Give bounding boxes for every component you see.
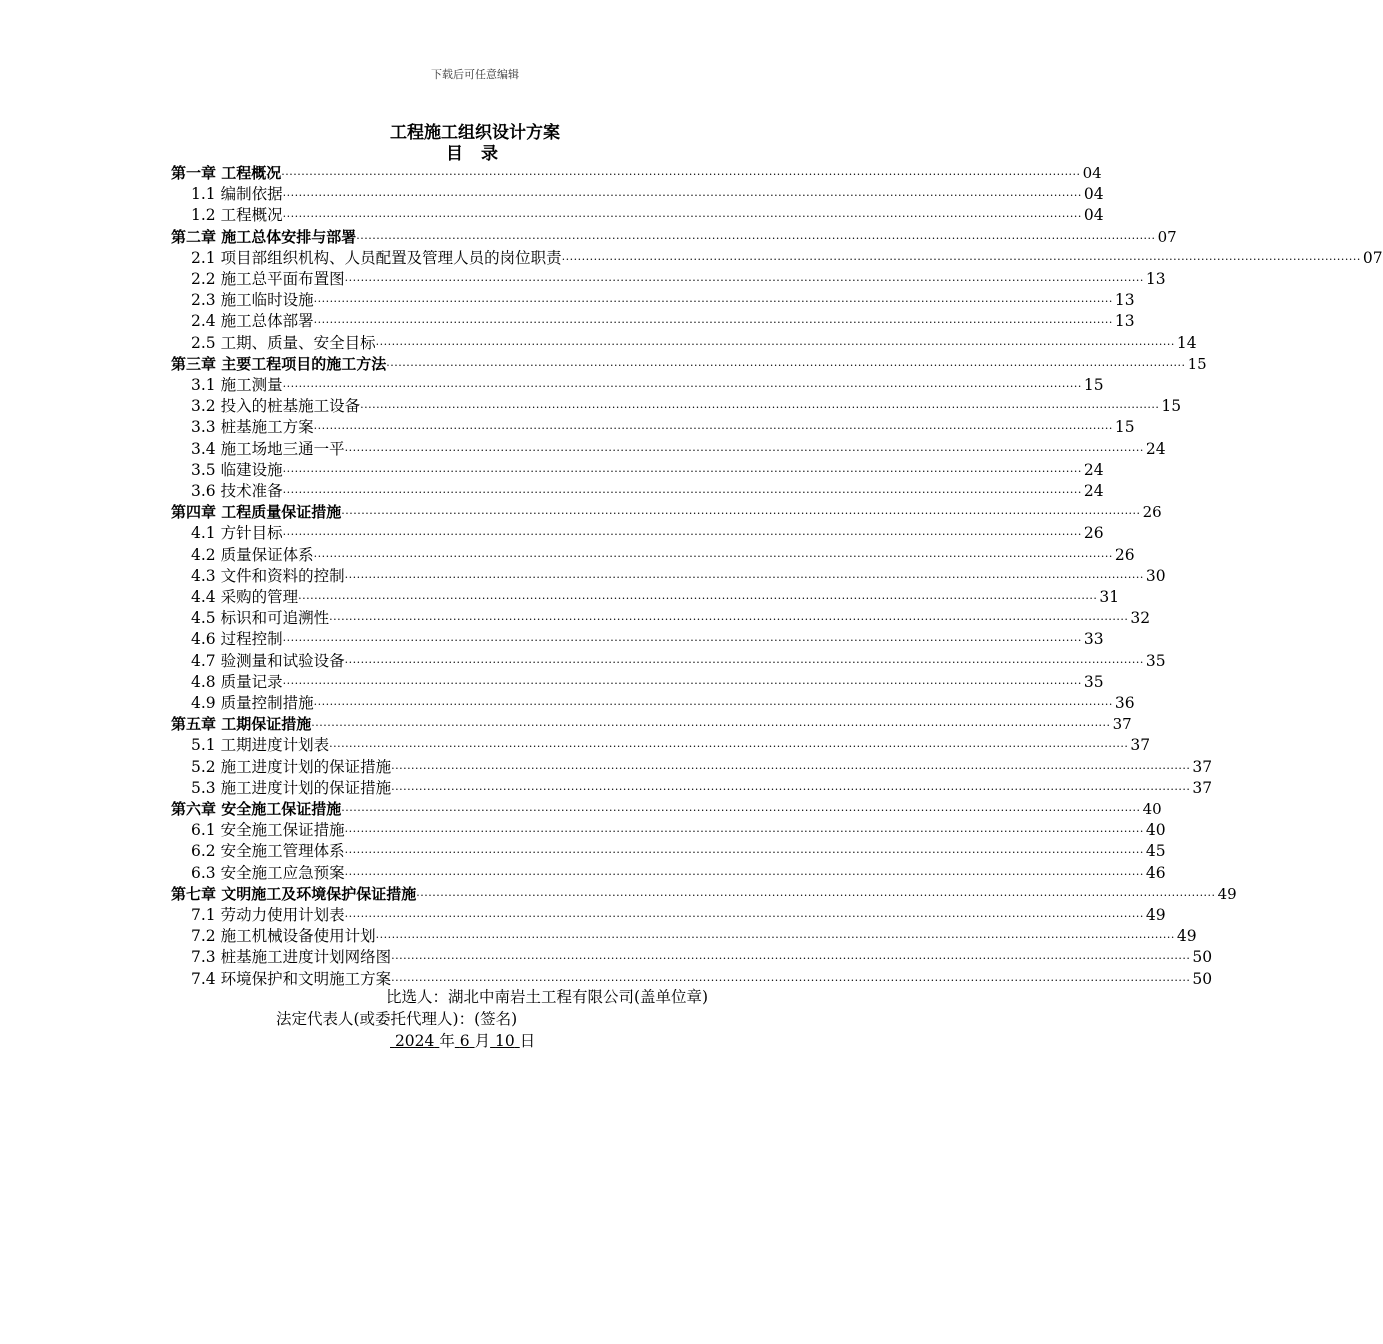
toc-entry-page: 40 [1142, 800, 1162, 818]
toc-entry-page: 13 [1145, 270, 1166, 288]
toc-entry-label: 5.1 工期进度计划表 [191, 736, 330, 755]
toc-leader-dots: ········································································································································································································ [313, 422, 1113, 436]
toc-chapter-entry[interactable] [171, 227, 1177, 248]
toc-leader-dots: ········································································································································································································ [344, 570, 1144, 584]
toc-leader-dots: ········································································································································································································ [375, 931, 1175, 945]
date-year: 2024 [394, 1032, 435, 1050]
toc-entry-page: 33 [1083, 630, 1104, 649]
toc-entry-page: 45 [1145, 842, 1166, 861]
toc-section-entry[interactable] [191, 481, 1104, 502]
toc-chapter-entry[interactable] [171, 799, 1162, 820]
toc-leader-dots: ········································································································································································································ [344, 443, 1144, 457]
toc-entry-page: 15 [1114, 418, 1135, 437]
toc-entry-page: 32 [1130, 609, 1151, 628]
toc-section-entry[interactable] [191, 863, 1166, 884]
toc-entry-page: 50 [1192, 969, 1213, 988]
toc-leader-dots: ········································································································································································································ [282, 210, 1082, 224]
toc-heading: 目 录 [446, 144, 504, 164]
toc-leader-dots: ········································································································································································································ [282, 634, 1082, 648]
toc-entry-page: 37 [1192, 778, 1213, 797]
representative-line: 法定代表人(或委托代理人)：(签名) [276, 1010, 518, 1028]
toc-entry-page: 04 [1083, 206, 1104, 225]
toc-leader-dots: ········································································································································································································ [416, 888, 1216, 902]
toc-entry-label: 第七章 文明施工及环境保护保证措施 [171, 884, 417, 903]
toc-entry-page: 15 [1083, 376, 1104, 394]
toc-section-entry[interactable] [191, 184, 1104, 205]
toc-leader-dots: ········································································································································································································ [375, 337, 1175, 351]
toc-entry-page: 46 [1145, 863, 1166, 882]
toc-section-entry[interactable] [191, 841, 1166, 862]
toc-section-entry[interactable] [191, 545, 1135, 566]
date-month-suffix: 月 [474, 1032, 491, 1050]
toc-leader-dots: ········································································································································································································ [344, 655, 1144, 669]
toc-entry-page: 49 [1217, 884, 1237, 903]
toc-leader-dots: ········································································································································································································ [282, 189, 1082, 203]
toc-entry-page: 07 [1157, 227, 1177, 246]
date-year-suffix: 年 [439, 1032, 455, 1050]
toc-entry-page: 50 [1192, 948, 1213, 967]
toc-chapter-entry[interactable] [171, 354, 1207, 375]
toc-entry-page: 15 [1161, 397, 1182, 416]
toc-leader-dots: ········································································································································································································ [391, 973, 1191, 987]
date-day-suffix: 日 [519, 1032, 536, 1050]
toc-section-entry[interactable] [191, 651, 1166, 672]
toc-leader-dots: ········································································································································································································ [391, 761, 1191, 775]
toc-leader-dots: ········································································································································································································ [360, 401, 1160, 415]
toc-section-entry[interactable] [191, 820, 1166, 841]
toc-section-entry[interactable] [191, 757, 1213, 778]
toc-entry-label: 6.1 安全施工保证措施 [191, 821, 345, 840]
toc-chapter-entry[interactable] [171, 884, 1237, 905]
toc-entry-label: 第三章 主要工程项目的施工方法 [171, 354, 387, 373]
toc-entry-page: 40 [1145, 821, 1166, 840]
toc-entry-page: 15 [1187, 354, 1207, 373]
toc-entry-page: 04 [1083, 185, 1104, 204]
toc-leader-dots: ········································································································································································································ [298, 592, 1098, 605]
toc-entry-label: 6.3 安全施工应急预案 [191, 863, 345, 882]
toc-entry-label: 5.3 施工进度计划的保证措施 [191, 778, 392, 797]
toc-entry-label: 2.4 施工总体部署 [191, 312, 314, 331]
toc-entry-label: 4.2 质量保证体系 [191, 545, 314, 564]
toc-entry-page: 37 [1112, 715, 1132, 734]
toc-entry-label: 3.4 施工场地三通一平 [191, 439, 345, 458]
toc-section-entry[interactable] [191, 205, 1104, 226]
toc-entry-label: 3.2 投入的桩基施工设备 [191, 397, 361, 416]
toc-entry-label: 4.7 验测量和试验设备 [191, 651, 345, 670]
toc-leader-dots: ········································································································································································································ [313, 698, 1113, 711]
toc-leader-dots: ········································································································································································································ [282, 380, 1082, 393]
toc-leader-dots: ········································································································································································································ [344, 274, 1144, 287]
toc-entry-label: 4.4 采购的管理 [191, 588, 299, 606]
toc-leader-dots: ········································································································································································································ [313, 295, 1113, 309]
toc-section-entry[interactable] [191, 269, 1166, 290]
toc-leader-dots: ········································································································································································································ [344, 846, 1144, 860]
toc-leader-dots: ········································································································································································································ [356, 231, 1156, 245]
toc-section-entry[interactable] [191, 396, 1182, 417]
toc-section-entry[interactable] [191, 375, 1104, 396]
toc-section-entry[interactable] [191, 417, 1135, 438]
toc-entry-page: 37 [1192, 757, 1213, 776]
toc-section-entry[interactable] [191, 629, 1104, 650]
toc-entry-page: 04 [1082, 164, 1102, 182]
date-line [390, 1031, 535, 1052]
bidder-line: 比选人：湖北中南岩土工程有限公司(盖单位章) [386, 988, 709, 1006]
toc-entry-label: 第二章 施工总体安排与部署 [171, 227, 357, 246]
toc-entry-page: 13 [1114, 312, 1135, 331]
toc-section-entry[interactable] [191, 248, 1383, 269]
toc-entry-label: 6.2 安全施工管理体系 [191, 842, 345, 861]
toc-leader-dots: ········································································································································································································ [313, 549, 1113, 563]
toc-entry-page: 49 [1176, 927, 1197, 946]
toc-entry-label: 7.1 劳动力使用计划表 [191, 906, 345, 924]
toc-entry-page: 26 [1142, 503, 1162, 522]
toc-leader-dots: ········································································································································································································ [329, 740, 1129, 754]
toc-entry-page: 35 [1083, 672, 1104, 691]
toc-entry-label: 第四章 工程质量保证措施 [171, 503, 342, 522]
toc-section-entry[interactable] [191, 672, 1104, 693]
toc-entry-label: 3.3 桩基施工方案 [191, 418, 314, 437]
toc-entry-page: 14 [1176, 333, 1197, 352]
toc-entry-label: 4.9 质量控制措施 [191, 694, 314, 712]
document-title: 工程施工组织设计方案 [390, 123, 560, 143]
toc-entry-page: 30 [1145, 566, 1166, 585]
toc-entry-label: 4.1 方针目标 [191, 524, 283, 543]
toc-entry-label: 5.2 施工进度计划的保证措施 [191, 757, 392, 776]
toc-entry-page: 07 [1362, 248, 1383, 267]
toc-entry-label: 3.1 施工测量 [191, 376, 283, 394]
toc-entry-page: 49 [1145, 906, 1166, 924]
toc-leader-dots: ········································································································································································································ [344, 910, 1144, 923]
toc-leader-dots: ········································································································································································································ [391, 782, 1191, 796]
toc-entry-page: 37 [1130, 736, 1151, 755]
toc-leader-dots: ········································································································································································································ [344, 825, 1144, 839]
header-note: 下载后可任意编辑 [431, 68, 519, 81]
toc-entry-label: 4.8 质量记录 [191, 672, 283, 691]
toc-entry-label: 第一章 工程概况 [171, 164, 282, 182]
toc-entry-label: 3.5 临建设施 [191, 460, 283, 479]
toc-section-entry[interactable] [191, 523, 1104, 544]
toc-entry-label: 7.3 桩基施工进度计划网络图 [191, 948, 392, 967]
toc-section-entry[interactable] [191, 778, 1213, 799]
toc-section-entry[interactable] [191, 460, 1104, 481]
toc-leader-dots: ········································································································································································································ [391, 952, 1191, 966]
toc-section-entry[interactable] [191, 311, 1135, 332]
toc-leader-dots: ········································································································································································································ [341, 804, 1141, 817]
toc-entry-label: 4.6 过程控制 [191, 630, 283, 649]
toc-entry-label: 2.3 施工临时设施 [191, 291, 314, 310]
toc-leader-dots: ········································································································································································································ [386, 358, 1186, 372]
toc-section-entry[interactable] [191, 290, 1135, 311]
date-day: 10 [495, 1032, 515, 1050]
toc-section-entry[interactable] [191, 735, 1151, 756]
toc-leader-dots: ········································································································································································································ [282, 676, 1082, 690]
toc-section-entry[interactable] [191, 693, 1135, 714]
toc-entry-label: 2.2 施工总平面布置图 [191, 270, 345, 288]
toc-entry-label: 3.6 技术准备 [191, 482, 283, 500]
toc-chapter-entry[interactable] [171, 163, 1102, 184]
toc-leader-dots: ········································································································································································································ [282, 486, 1082, 499]
toc-entry-page: 31 [1099, 588, 1120, 606]
toc-entry-page: 24 [1083, 482, 1104, 500]
toc-section-entry[interactable] [191, 439, 1166, 460]
toc-entry-page: 24 [1145, 439, 1166, 458]
toc-chapter-entry[interactable] [171, 714, 1132, 735]
toc-leader-dots: ········································································································································································································ [281, 168, 1081, 181]
toc-entry-label: 4.5 标识和可追溯性 [191, 609, 330, 628]
toc-entry-label: 第六章 安全施工保证措施 [171, 800, 342, 818]
toc-entry-page: 35 [1145, 651, 1166, 670]
toc-section-entry[interactable] [191, 926, 1197, 947]
toc-entry-label: 2.1 项目部组织机构、人员配置及管理人员的岗位职责 [191, 248, 562, 267]
toc-leader-dots: ········································································································································································································ [329, 613, 1129, 627]
toc-chapter-entry[interactable] [171, 502, 1162, 523]
toc-section-entry[interactable] [191, 333, 1197, 354]
toc-entry-label: 第五章 工期保证措施 [171, 715, 312, 734]
toc-entry-label: 7.2 施工机械设备使用计划 [191, 927, 376, 946]
toc-section-entry[interactable] [191, 947, 1213, 968]
toc-section-entry[interactable] [191, 608, 1151, 629]
toc-entry-label: 1.1 编制依据 [191, 185, 283, 204]
toc-entry-label: 7.4 环境保护和文明施工方案 [191, 969, 392, 988]
toc-leader-dots: ········································································································································································································ [282, 464, 1082, 478]
toc-leader-dots: ········································································································································································································ [341, 507, 1141, 521]
toc-entry-page: 24 [1083, 460, 1104, 479]
toc-leader-dots: ········································································································································································································ [282, 528, 1082, 542]
toc-entry-label: 2.5 工期、质量、安全目标 [191, 333, 376, 352]
toc-section-entry[interactable] [191, 587, 1120, 608]
toc-leader-dots: ········································································································································································································ [344, 867, 1144, 881]
toc-leader-dots: ········································································································································································································ [561, 252, 1361, 266]
toc-entry-page: 36 [1114, 694, 1135, 712]
toc-entry-label: 1.2 工程概况 [191, 206, 283, 225]
toc-leader-dots: ········································································································································································································ [311, 719, 1111, 733]
toc-entry-page: 26 [1083, 524, 1104, 543]
toc-entry-label: 4.3 文件和资料的控制 [191, 566, 345, 585]
toc-entry-page: 26 [1114, 545, 1135, 564]
toc-entry-page: 13 [1114, 291, 1135, 310]
toc-leader-dots: ········································································································································································································ [313, 316, 1113, 330]
toc-section-entry[interactable] [191, 566, 1166, 587]
date-month: 6 [459, 1032, 470, 1050]
toc-section-entry[interactable] [191, 905, 1166, 926]
